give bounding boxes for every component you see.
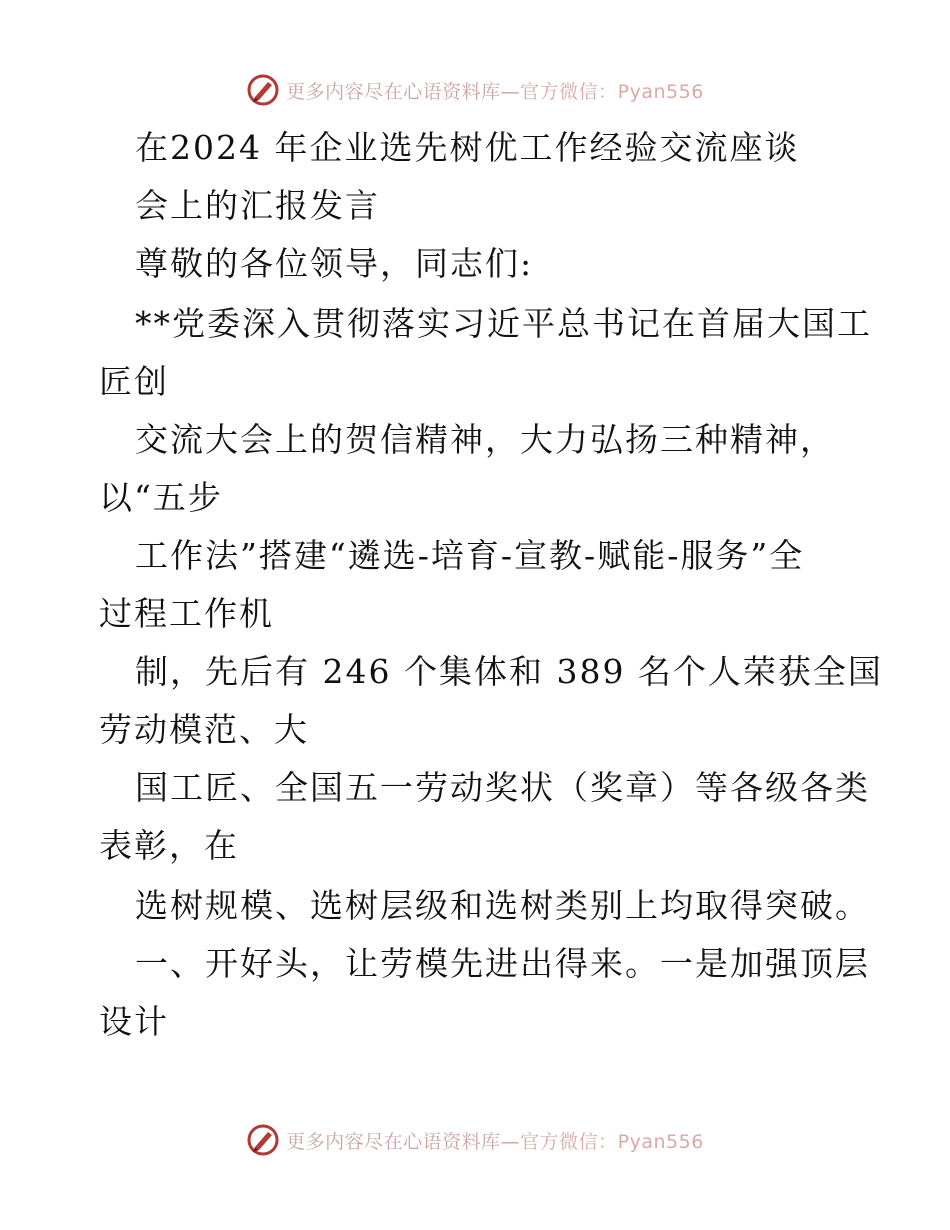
paragraph-line: **党委深入贯彻落实习近平总书记在首届大国工 [135, 304, 872, 343]
document-title-line-2: 会上的汇报发言 [135, 186, 380, 225]
watermark-text: 更多内容尽在心语资料库—官方微信：Pyan556 [286, 80, 704, 103]
footer-watermark [0, 1122, 950, 1158]
paragraph-line: 交流大会上的贺信精神，大力弘扬三种精神， [135, 420, 835, 459]
paragraph-line: 表彰，在 [99, 826, 239, 865]
section-heading-line: 一、开好头，让劳模先进出得来。一是加强顶层 [135, 944, 870, 983]
header-watermark [0, 72, 950, 108]
paragraph-line: 工作法”搭建“遴选-培育-宣教-赋能-服务”全 [135, 536, 805, 575]
paragraph-line: 设计 [99, 1002, 169, 1041]
pen-logo-icon [246, 73, 280, 107]
watermark-text: 更多内容尽在心语资料库—官方微信：Pyan556 [286, 1130, 704, 1153]
paragraph-line: 国工匠、全国五一劳动奖状（奖章）等各级各类 [135, 768, 870, 807]
paragraph-line: 以“五步 [99, 478, 223, 517]
paragraph-line: 制，先后有 246 个集体和 389 名个人荣获全国 [135, 652, 883, 691]
pen-logo-icon [246, 1123, 280, 1157]
document-title-line-1: 在2024 年企业选先树优工作经验交流座谈 [135, 128, 800, 167]
paragraph-line: 匠创 [99, 362, 169, 401]
paragraph-line: 过程工作机 [99, 594, 274, 633]
paragraph-line: 选树规模、选树层级和选树类别上均取得突破。 [135, 886, 870, 925]
salutation: 尊敬的各位领导，同志们: [135, 244, 534, 283]
paragraph-line: 劳动模范、大 [99, 710, 309, 749]
